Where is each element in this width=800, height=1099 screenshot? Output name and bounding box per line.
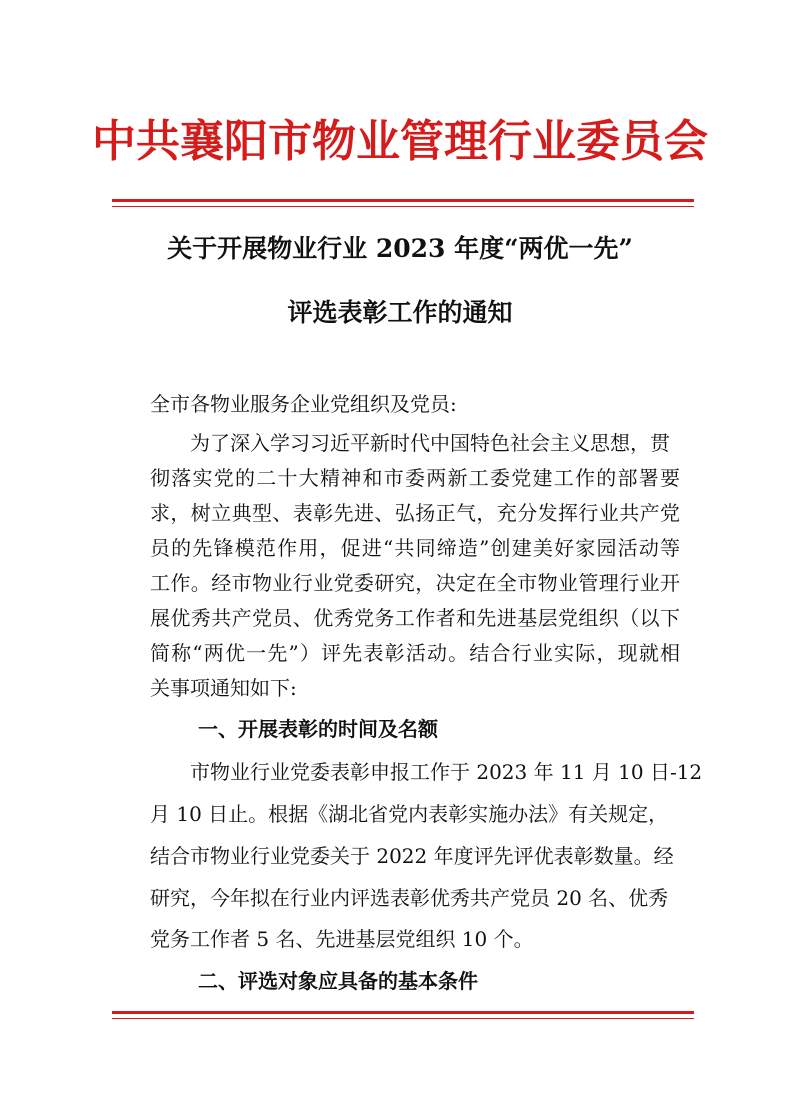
header-red-rule-thin [112, 206, 694, 207]
footer-red-rule-thin [112, 1018, 694, 1019]
section1-line: 结合市物业行业党委关于 2022 年度评先评优表彰数量。经 [150, 844, 674, 868]
intro-line: 展优秀共产党员、优秀党务工作者和先进基层党组织（以下 [150, 606, 680, 630]
intro-line: 彻落实党的二十大精神和市委两新工委党建工作的部署要 [150, 466, 680, 490]
section-heading-1: 一、开展表彰的时间及名额 [198, 717, 438, 741]
section1-line: 研究，今年拟在行业内评选表彰优秀共产党员 20 名、优秀 [150, 886, 669, 910]
section1-line: 市物业行业党委表彰申报工作于 2023 年 11 月 10 日-12 [190, 760, 703, 784]
header-red-rule-thick [112, 199, 694, 202]
footer-red-rule-thick [112, 1011, 694, 1014]
salutation: 全市各物业服务企业党组织及党员: [150, 392, 457, 416]
section1-line: 月 10 日止。根据《湖北省党内表彰实施办法》有关规定， [150, 802, 669, 826]
intro-line: 为了深入学习习近平新时代中国特色社会主义思想，贯 [190, 431, 670, 455]
document-title-line2: 评选表彰工作的通知 [287, 298, 513, 327]
document-title-line1: 关于开展物业行业 2023 年度“两优一先” [167, 234, 633, 263]
intro-line: 工作。经市物业行业党委研究，决定在全市物业管理行业开 [150, 571, 680, 595]
section-heading-2: 二、评选对象应具备的基本条件 [198, 969, 478, 993]
organization-header: 中共襄阳市物业管理行业委员会 [92, 116, 708, 167]
section1-line: 党务工作者 5 名、先进基层党组织 10 个。 [150, 927, 534, 951]
intro-line: 关事项通知如下: [150, 676, 297, 700]
intro-line: 简称“两优一先”）评先表彰活动。结合行业实际，现就相 [150, 641, 680, 665]
intro-line: 求，树立典型、表彰先进、弘扬正气，充分发挥行业共产党 [150, 501, 680, 525]
intro-line: 员的先锋模范作用，促进“共同缔造”创建美好家园活动等 [150, 536, 680, 560]
